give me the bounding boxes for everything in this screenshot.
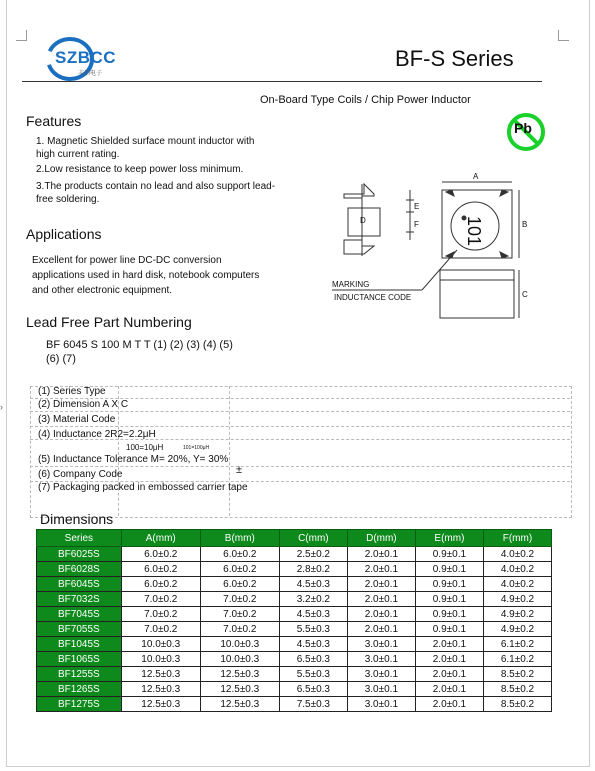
part-number-line2: (6) (7)	[46, 353, 76, 365]
dimension-cell: 0.9±0.1	[415, 562, 483, 577]
company-logo	[40, 34, 135, 84]
table-row	[37, 577, 552, 592]
series-cell: BF6028S	[37, 562, 122, 577]
dimension-cell: 12.5±0.3	[121, 667, 200, 682]
col-header: F(mm)	[483, 530, 551, 547]
dimension-cell: 0.9±0.1	[415, 622, 483, 637]
dimension-cell: 8.5±0.2	[483, 667, 551, 682]
series-cell: BF7045S	[37, 607, 122, 622]
series-cell: BF7055S	[37, 622, 122, 637]
dimension-cell: 4.9±0.2	[483, 622, 551, 637]
dimension-cell: 0.9±0.1	[415, 607, 483, 622]
series-cell: BF1065S	[37, 652, 122, 667]
dimension-cell: 6.0±0.2	[121, 562, 200, 577]
features-list	[36, 135, 276, 206]
applications-heading: Applications	[26, 226, 102, 242]
col-header: E(mm)	[415, 530, 483, 547]
dimension-cell: 7.0±0.2	[200, 592, 279, 607]
series-cell: BF6045S	[37, 577, 122, 592]
inductance-code-label: INDUCTANCE CODE	[334, 293, 412, 302]
dimension-cell: 6.0±0.2	[200, 547, 279, 562]
table-row	[37, 592, 552, 607]
dimension-cell: 2.5±0.2	[279, 547, 347, 562]
code-row: (2) Dimension A X C	[38, 399, 129, 410]
features-heading: Features	[26, 113, 82, 129]
dimension-cell: 3.2±0.2	[279, 592, 347, 607]
series-cell: BF1045S	[37, 637, 122, 652]
dimensions-table	[36, 529, 552, 712]
col-header: C(mm)	[279, 530, 347, 547]
dimension-cell: 4.5±0.3	[279, 577, 347, 592]
table-row	[37, 652, 552, 667]
dimensions-heading: Dimensions	[40, 511, 114, 527]
marking-label: MARKING	[332, 280, 370, 289]
feature-item: 3.The products contain no lead and also support lead-free soldering.	[36, 181, 276, 205]
dimension-cell: 0.9±0.1	[415, 547, 483, 562]
lead-free-badge	[505, 112, 547, 152]
part-number-line1: BF 6045 S 100 M T T (1) (2) (3) (4) (5)	[46, 339, 233, 351]
dimension-cell: 0.9±0.1	[415, 577, 483, 592]
code-row: (4) Inductance 2R2=2.2μH	[38, 429, 156, 440]
code-row: (6) Company Code	[38, 469, 123, 480]
dimension-cell: 7.0±0.2	[121, 592, 200, 607]
dimension-cell: 6.0±0.2	[121, 547, 200, 562]
plus-minus-symbol: ±	[236, 464, 243, 476]
page-subtitle: On-Board Type Coils / Chip Power Inductor	[260, 94, 471, 106]
dimension-cell: 4.5±0.3	[279, 637, 347, 652]
dimension-cell: 3.0±0.1	[347, 667, 415, 682]
feature-item: 1. Magnetic Shielded surface mount inductor with high current rating.	[36, 136, 255, 160]
dimension-cell: 6.5±0.3	[279, 652, 347, 667]
dimension-cell: 5.5±0.3	[279, 667, 347, 682]
code-row: (3) Material Code	[38, 414, 116, 425]
dim-label-d: D	[360, 216, 366, 225]
dim-label-e: E	[414, 202, 420, 211]
table-row	[37, 637, 552, 652]
dimension-cell: 4.9±0.2	[483, 607, 551, 622]
dimension-cell: 3.0±0.1	[347, 637, 415, 652]
inductor-drawing	[322, 170, 537, 320]
dim-label-c: C	[522, 290, 528, 299]
dimension-cell: 8.5±0.2	[483, 697, 551, 712]
dimension-cell: 12.5±0.3	[200, 697, 279, 712]
table-body	[37, 547, 552, 712]
chevron-right-icon[interactable]: ›	[0, 402, 3, 412]
dimension-cell: 2.0±0.1	[347, 607, 415, 622]
dimension-cell: 6.5±0.3	[279, 682, 347, 697]
page-title: BF-S Series	[395, 46, 514, 71]
dimension-cell: 12.5±0.3	[121, 682, 200, 697]
table-row	[37, 562, 552, 577]
header-divider	[22, 81, 542, 82]
table-row	[37, 697, 552, 712]
code-row: (5) Inductance Tolerance M= 20%, Y= 30%	[38, 454, 229, 465]
series-cell: BF7032S	[37, 592, 122, 607]
dimension-cell: 4.0±0.2	[483, 547, 551, 562]
applications-text: Excellent for power line DC-DC conversion applications used in hard disk, notebook computers and other electronic equipment.	[32, 255, 260, 296]
logo-subtext: 丰佰电子	[78, 71, 103, 77]
dimension-cell: 2.0±0.1	[347, 622, 415, 637]
dimension-cell: 2.0±0.1	[415, 652, 483, 667]
dimension-cell: 2.0±0.1	[347, 547, 415, 562]
table-row	[37, 547, 552, 562]
table-row	[37, 667, 552, 682]
dimension-cell: 6.0±0.2	[121, 577, 200, 592]
dimension-cell: 3.0±0.1	[347, 682, 415, 697]
dimension-cell: 4.5±0.3	[279, 607, 347, 622]
code-small-note: 101=100μH	[183, 445, 210, 451]
logo-text: SZBCC	[55, 48, 117, 67]
dimension-cell: 2.0±0.1	[347, 592, 415, 607]
dim-label-a: A	[473, 172, 479, 181]
code-row: (1) Series Type	[38, 386, 106, 397]
dim-label-b: B	[522, 220, 528, 229]
dimension-cell: 4.0±0.2	[483, 562, 551, 577]
dimension-cell: 7.0±0.2	[121, 607, 200, 622]
series-cell: BF1255S	[37, 667, 122, 682]
dimension-cell: 7.0±0.2	[200, 607, 279, 622]
table-header-row	[37, 530, 552, 547]
table-row	[37, 622, 552, 637]
code-row: 100=10μH	[126, 443, 164, 452]
dimension-cell: 7.0±0.2	[200, 622, 279, 637]
series-cell: BF1265S	[37, 682, 122, 697]
dimension-cell: 4.9±0.2	[483, 592, 551, 607]
dimension-cell: 10.0±0.3	[121, 637, 200, 652]
part-numbering-heading: Lead Free Part Numbering	[26, 314, 192, 330]
dimension-cell: 4.0±0.2	[483, 577, 551, 592]
dimension-cell: 12.5±0.3	[200, 667, 279, 682]
col-header: Series	[37, 530, 122, 547]
dimension-cell: 3.0±0.1	[347, 652, 415, 667]
series-cell: BF1275S	[37, 697, 122, 712]
table-row	[37, 682, 552, 697]
dimension-cell: 6.1±0.2	[483, 637, 551, 652]
code-row: (7) Packaging packed in embossed carrier tape	[38, 482, 248, 493]
marking-code: 101	[464, 216, 484, 247]
col-header: B(mm)	[200, 530, 279, 547]
pb-label: Pb	[514, 120, 532, 136]
dim-label-f: F	[414, 220, 419, 229]
dimension-cell: 7.0±0.2	[121, 622, 200, 637]
dimension-cell: 2.0±0.1	[415, 637, 483, 652]
dimension-cell: 10.0±0.3	[200, 637, 279, 652]
col-header: D(mm)	[347, 530, 415, 547]
table-row	[37, 607, 552, 622]
dimension-cell: 6.1±0.2	[483, 652, 551, 667]
dimension-cell: 3.0±0.1	[347, 697, 415, 712]
dimension-cell: 2.0±0.1	[415, 667, 483, 682]
dimension-cell: 6.0±0.2	[200, 577, 279, 592]
dimension-cell: 10.0±0.3	[121, 652, 200, 667]
dimension-cell: 8.5±0.2	[483, 682, 551, 697]
dimension-cell: 6.0±0.2	[200, 562, 279, 577]
dimension-cell: 7.5±0.3	[279, 697, 347, 712]
dimension-cell: 5.5±0.3	[279, 622, 347, 637]
col-header: A(mm)	[121, 530, 200, 547]
dimension-cell: 2.0±0.1	[347, 562, 415, 577]
feature-item: 2.Low resistance to keep power loss minimum.	[36, 164, 244, 175]
series-cell: BF6025S	[37, 547, 122, 562]
crop-mark-top-right	[558, 30, 569, 41]
dimension-cell: 2.0±0.1	[347, 577, 415, 592]
dimension-cell: 12.5±0.3	[200, 682, 279, 697]
dimension-cell: 12.5±0.3	[121, 697, 200, 712]
dimension-cell: 2.8±0.2	[279, 562, 347, 577]
crop-mark-top-left	[16, 30, 27, 41]
dimension-cell: 2.0±0.1	[415, 697, 483, 712]
dimension-cell: 0.9±0.1	[415, 592, 483, 607]
dimension-cell: 2.0±0.1	[415, 682, 483, 697]
dimension-cell: 10.0±0.3	[200, 652, 279, 667]
